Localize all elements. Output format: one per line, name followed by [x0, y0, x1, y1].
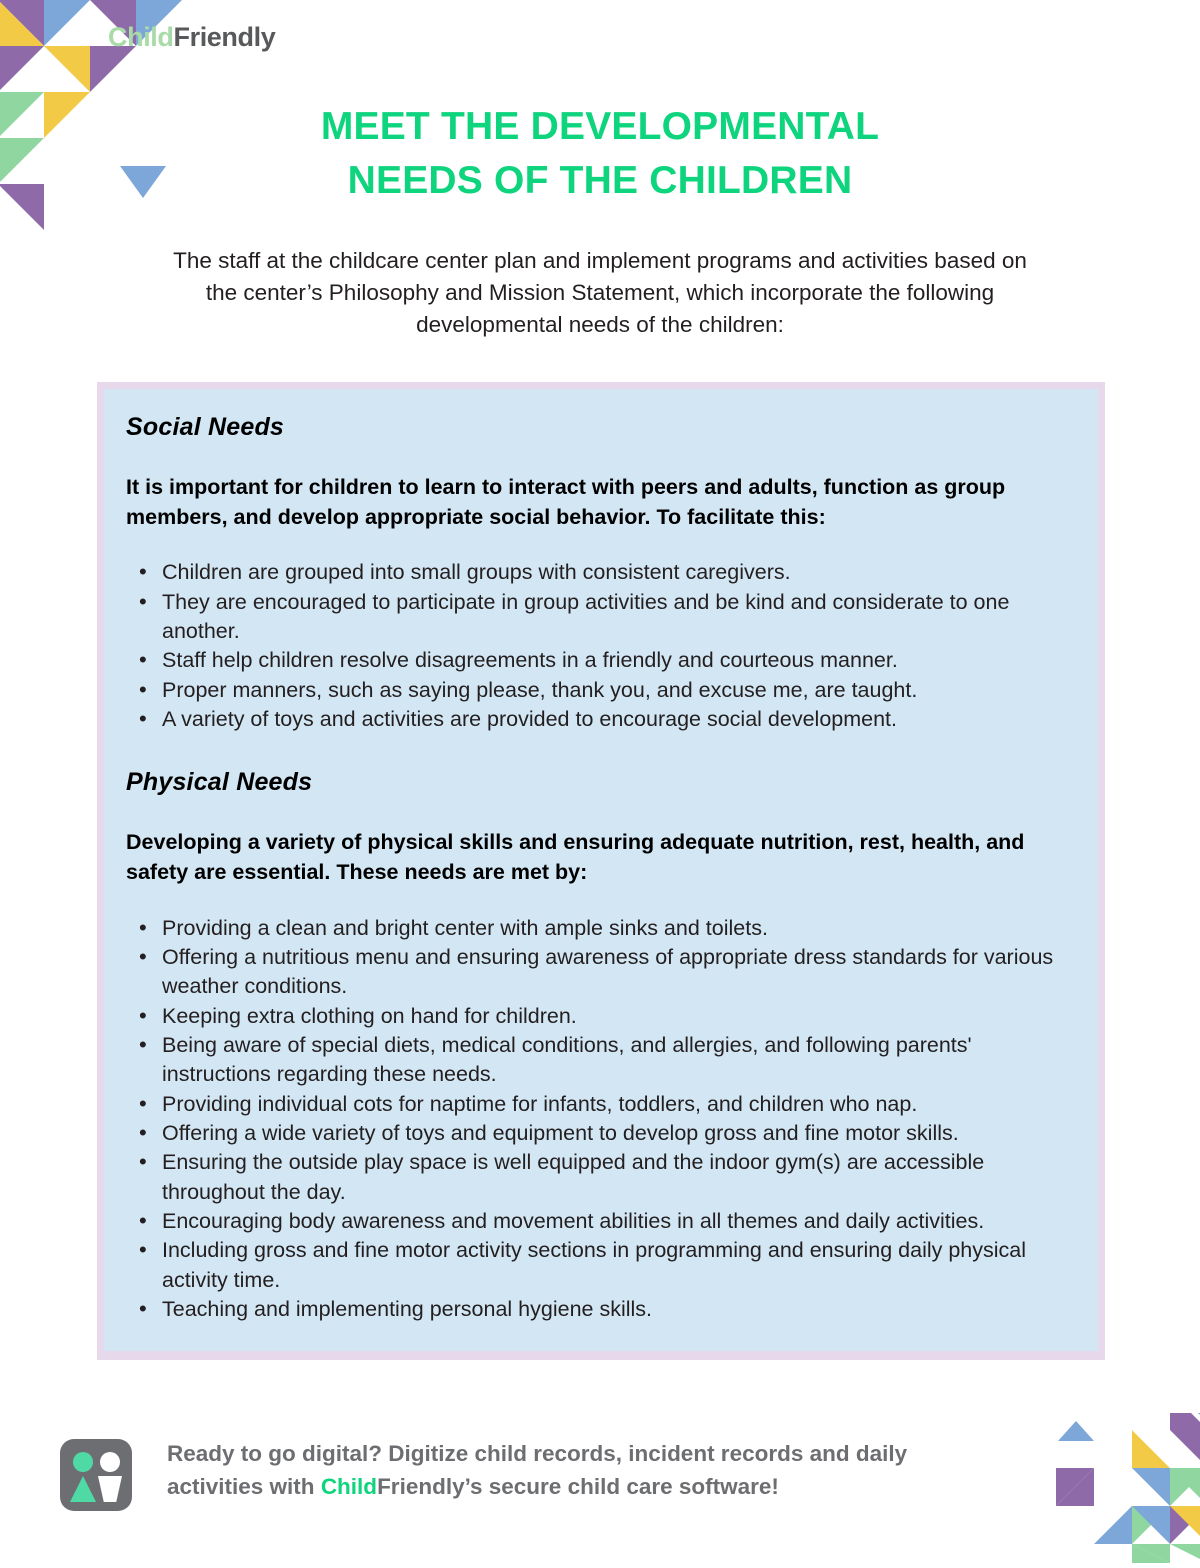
intro-paragraph: The staff at the childcare center plan and implement programs and activities based on the center’s Philosophy and Mission Statement, which incorporate the following developmental needs of the children: — [173, 248, 1027, 337]
list-item: • Offering a wide variety of toys and equipment to develop gross and fine motor skills. — [126, 1119, 1076, 1148]
footer-text-part1: Ready to go digital? Digitize child records, incident records and daily activities with — [167, 1441, 908, 1500]
section-physical-needs — [126, 768, 1076, 1324]
footer-text-part2: Friendly’s secure child care software! — [377, 1474, 779, 1500]
list-item: • Including gross and fine motor activity sections in programming and ensuring daily physical activity time. — [126, 1236, 1076, 1295]
section-social-needs — [126, 413, 1076, 734]
figure-body-green — [70, 1476, 96, 1502]
section-lead-social: It is important for children to learn to interact with peers and adults, function as group members, and develop appropriate social behavior. To facilitate this: — [126, 475, 1006, 529]
section-heading-social: Social Needs — [126, 413, 285, 441]
social-needs-list — [126, 558, 1076, 734]
list-item: • A variety of toys and activities are provided to encourage social development. — [126, 705, 1076, 734]
list-item: • They are encouraged to participate in group activities and be kind and considerate to one another. — [126, 588, 1076, 647]
list-item: • Providing individual cots for naptime for infants, toddlers, and children who nap. — [126, 1090, 1076, 1119]
list-item: • Encouraging body awareness and movement abilities in all themes and daily activities. — [126, 1207, 1076, 1236]
footer-brand-child: Child — [320, 1474, 378, 1500]
list-item: • Teaching and implementing personal hygiene skills. — [126, 1295, 1076, 1324]
childfriendly-logo — [108, 24, 275, 51]
page-title-line1: MEET THE DEVELOPMENTAL — [320, 105, 880, 148]
list-item: • Being aware of special diets, medical conditions, and allergies, and following parents' instructions regarding these needs. — [126, 1031, 1076, 1090]
physical-needs-list — [126, 914, 1076, 1325]
footer-cta-text — [167, 1437, 997, 1504]
section-heading-physical: Physical Needs — [126, 768, 313, 797]
list-item: • Ensuring the outside play space is well equipped and the indoor gym(s) are accessible throughout the day. — [126, 1148, 1076, 1207]
list-item: • Keeping extra clothing on hand for children. — [126, 1002, 1076, 1031]
logo-text-child: Child — [108, 22, 174, 52]
developmental-needs-inner — [104, 389, 1098, 1351]
list-item: • Children are grouped into small groups with consistent caregivers. — [126, 558, 1076, 587]
list-item: • Providing a clean and bright center with ample sinks and toilets. — [126, 914, 1076, 943]
page-title — [0, 100, 1200, 208]
restroom-people-icon — [60, 1439, 132, 1511]
figure-head-green — [73, 1452, 93, 1472]
figure-head-white — [100, 1452, 120, 1472]
triangle-pattern-svg-bottom — [1028, 1413, 1200, 1563]
figure-body-white — [98, 1476, 122, 1502]
section-lead-physical: Developing a variety of physical skills and ensuring adequate nutrition, rest, health, and safety are essential. These needs are met by: — [126, 830, 1025, 885]
page-title-line2: NEEDS OF THE CHILDREN — [347, 158, 853, 202]
decorative-triangles-bottom-right — [1028, 1413, 1200, 1563]
list-item: • Offering a nutritious menu and ensuring awareness of appropriate dress standards for various weather conditions. — [126, 943, 1076, 1002]
logo-text-friendly: Friendly — [173, 22, 276, 52]
developmental-needs-box — [97, 382, 1105, 1360]
footer-cta — [60, 1437, 1060, 1511]
list-item: • Proper manners, such as saying please, thank you, and excuse me, are taught. — [126, 676, 1076, 705]
list-item: • Staff help children resolve disagreements in a friendly and courteous manner. — [126, 646, 1076, 675]
